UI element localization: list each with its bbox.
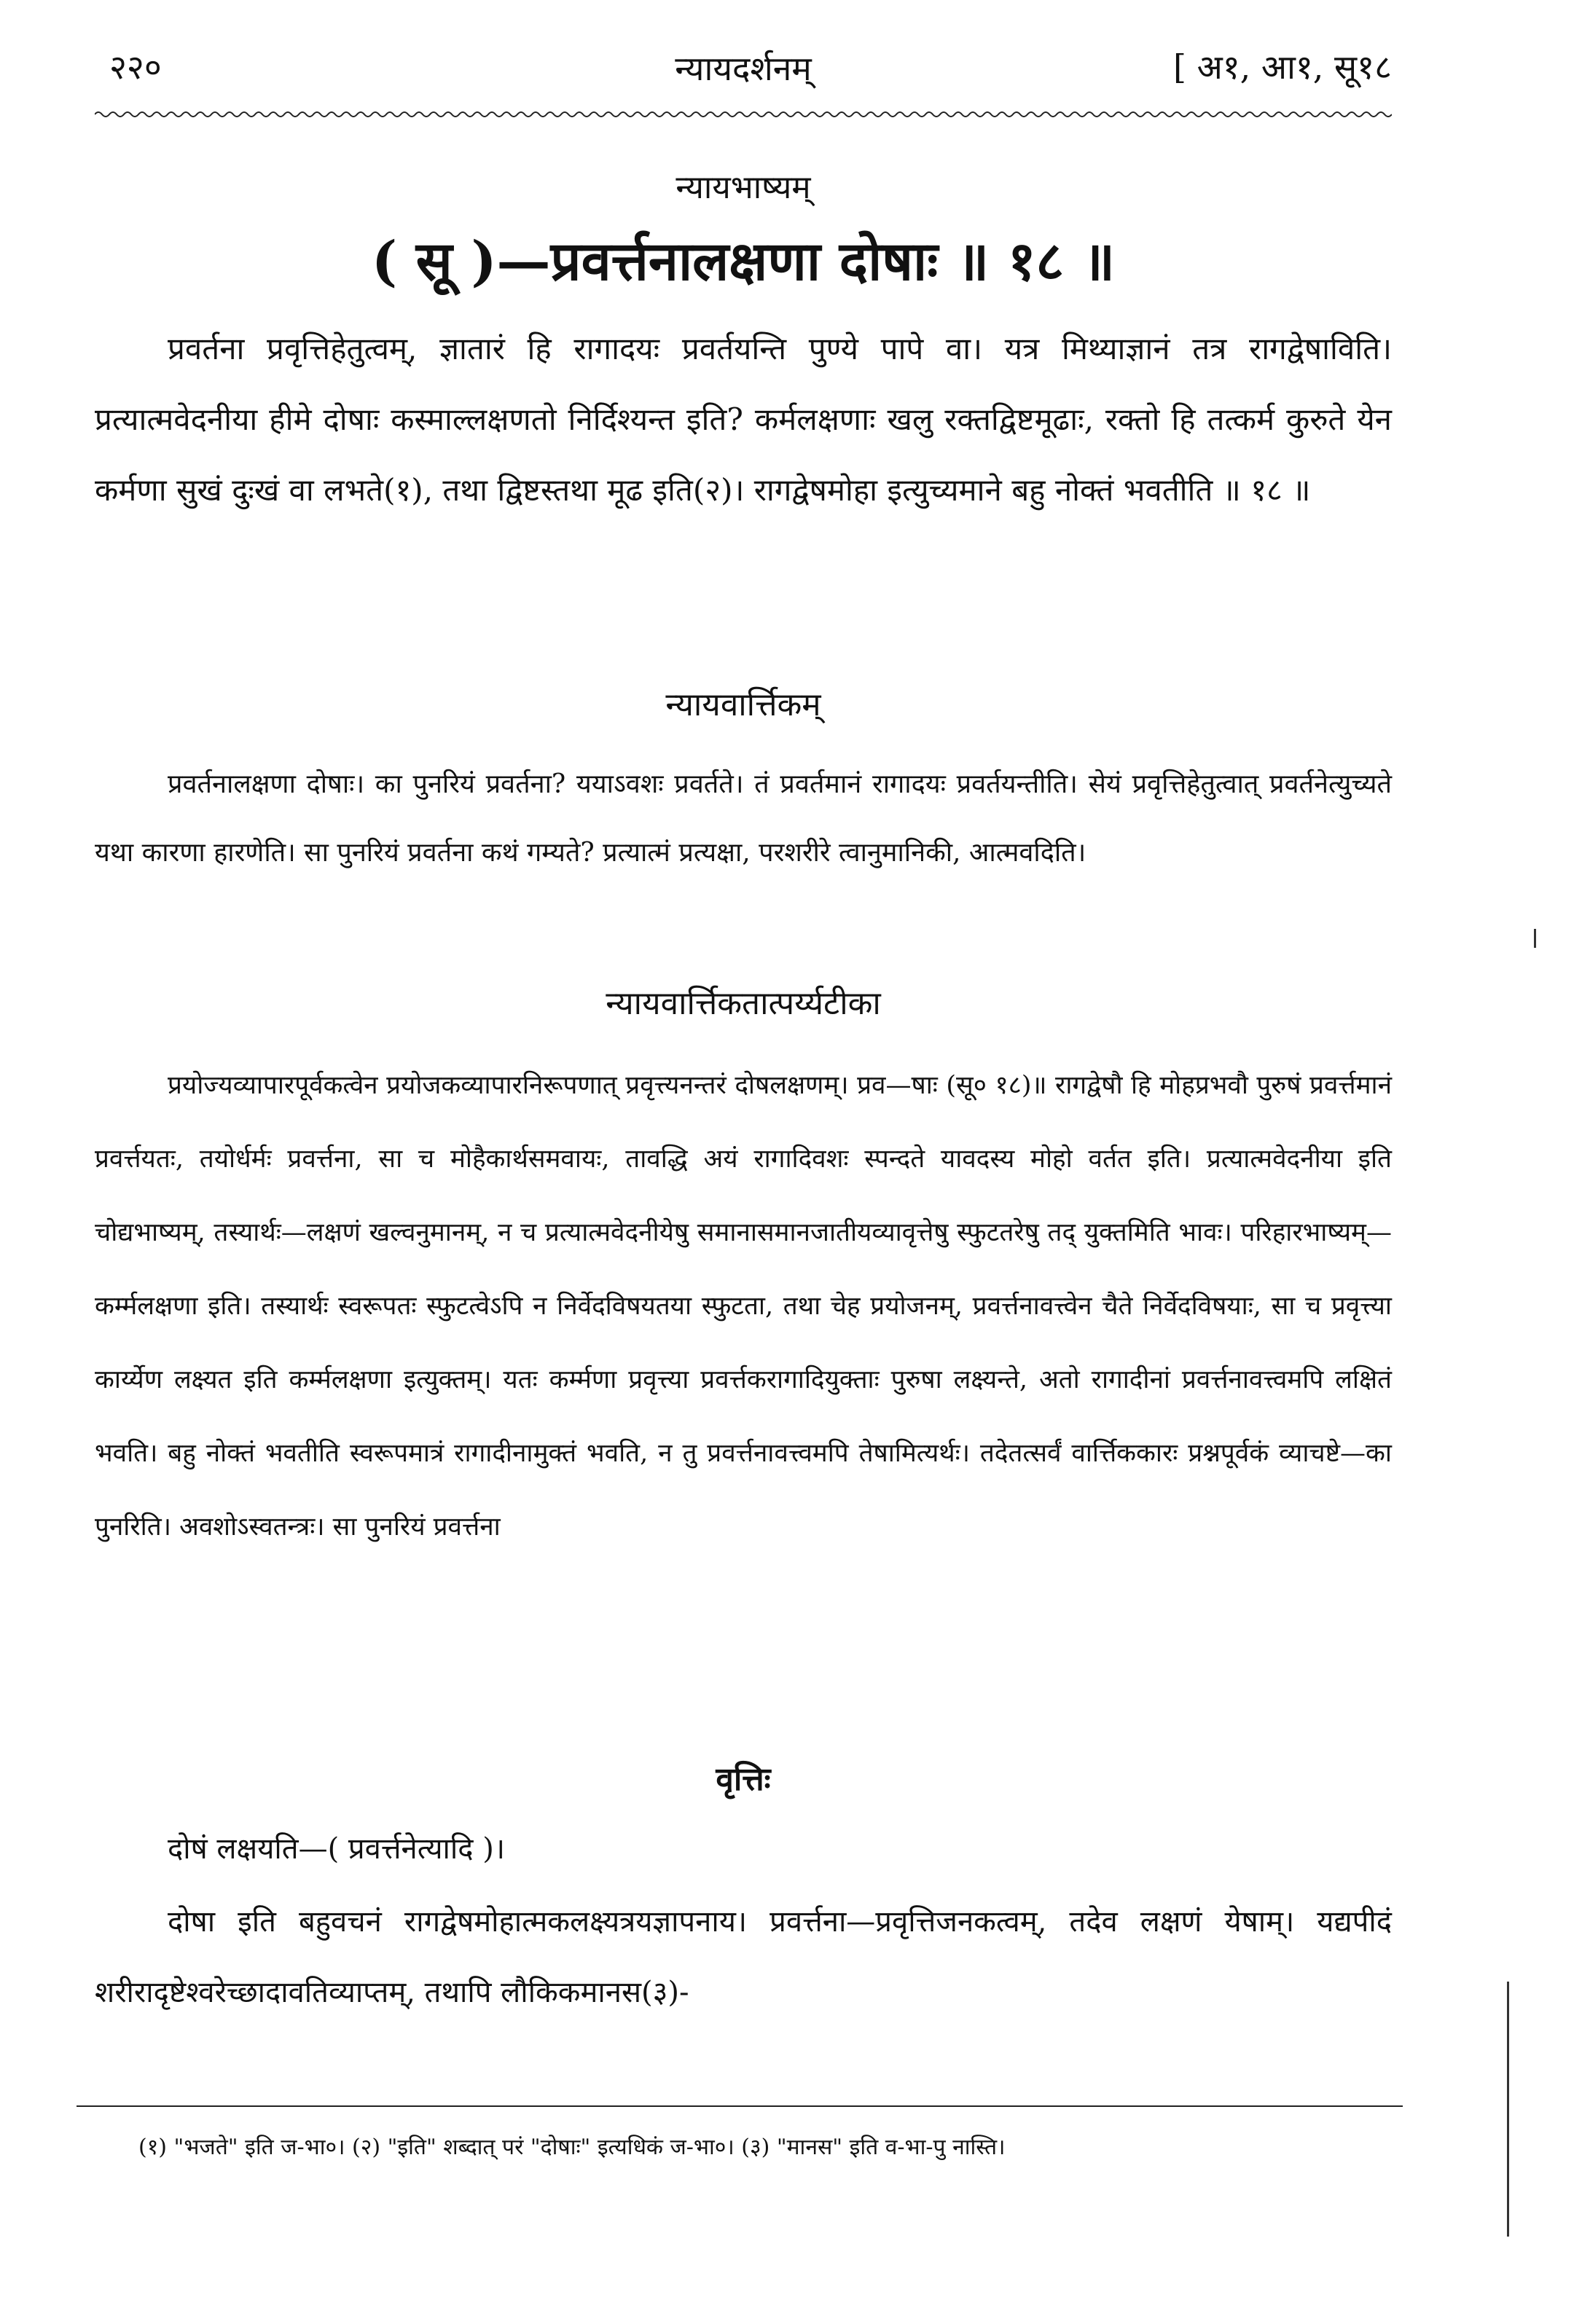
tatparya-heading: न्यायवार्त्तिकतात्पर्य्यटीका: [606, 985, 881, 1022]
chapter-reference: [ अ१, आ१, सू१८: [1173, 47, 1392, 87]
margin-line: [1507, 1982, 1509, 2237]
page-number: २२०: [109, 47, 162, 87]
page-header: [95, 29, 1392, 109]
margin-mark: [1534, 929, 1536, 948]
vrtti-text: दोषा इति बहुवचनं रागद्वेषमोहात्मकलक्ष्यत्रयज्ञापनाय। प्रवर्त्तना—प्रवृत्तिजनकत्वम्, तदेव लक्षणं येषाम्। यद्यपीदं शरीरादृष्टेश्वरेच्छादावतिव्याप्तम्, तथापि लौकिकमानस(३)-: [95, 1905, 1392, 2009]
vrtti-intro-line: दोषं लक्षयति—( प्रवर्त्तनेत्यादि )।: [168, 1832, 505, 1866]
footnotes: (१) "भजते" इति ज-भा०। (२) "इति" शब्दात् परं "दोषाः" इत्यधिकं ज-भा०। (३) "मानस" इति व-भा-पु नास्ति।: [138, 2135, 1006, 2160]
running-title: न्यायदर्शनम्: [675, 49, 812, 88]
varttika-heading: न्यायवार्त्तिकम्: [665, 686, 821, 723]
bhashya-heading: न्यायभाष्यम्: [676, 169, 811, 206]
header-wavy-rule: [95, 109, 1392, 119]
varttika-text: प्रवर्तनालक्षणा दोषाः। का पुनरियं प्रवर्तना? ययाऽवशः प्रवर्तते। तं प्रवर्तमानं रागादयः प्रवर्तयन्तीति। सेयं प्रवृत्तिहेतुत्वात् प्रवर्तनेत्युच्यते यथा कारणा हारणेति। सा पुनरियं प्रवर्तना कथं गम्यते? प्रत्यात्मं प्रत्यक्षा, परशरीरे त्वानुमानिकी, आत्मवदिति।: [95, 769, 1392, 868]
tatparya-text: प्रयोज्यव्यापारपूर्वकत्वेन प्रयोजकव्यापारनिरूपणात् प्रवृत्त्यनन्तरं दोषलक्षणम्। प्रव—षाः (सू० १८)॥ रागद्वेषौ हि मोहप्रभवौ पुरुषं प्रवर्त्तमानं प्रवर्त्तयतः, तयोर्धर्मः प्रवर्त्तना, सा च मोहैकार्थसमवायः, तावद्धि अयं रागादिवशः स्पन्दते यावदस्य मोहो वर्तत इति। प्रत्यात्मवेदनीया इति चोद्यभाष्यम्, तस्यार्थः—लक्षणं खल्वनुमानम्, न च प्रत्यात्मवेदनीयेषु समानासमानजातीयव्यावृत्तेषु स्फुटतरेषु तद् युक्तमिति भावः। परिहारभाष्यम्—कर्म्मलक्षणा इति। तस्यार्थः स्वरूपतः स्फुटत्वेऽपि न निर्वेदविषयतया स्फुटता, तथा चेह प्रयोजनम्, प्रवर्त्तनावत्त्वेन चैते निर्वेदविषयाः, सा च प्रवृत्त्या कार्य्येण लक्ष्यत इति कर्म्मलक्षणा इत्युक्तम्। यतः कर्म्मणा प्रवृत्त्या प्रवर्त्तकरागादियुक्ताः पुरुषा लक्ष्यन्ते, अतो रागादीनां प्रवर्त्तनावत्त्वमपि लक्षितं भवति। बहु नोक्तं भवतीति स्वरूपमात्रं रागादीनामुक्तं भवति, न तु प्रवर्त्तनावत्त्वमपि तेषामित्यर्थः। तदेतत्सर्वं वार्त्तिककारः प्रश्नपूर्वकं व्याचष्टे—का पुनरिति। अवशोऽस्वतन्त्रः। सा पुनरियं प्रवर्त्तना: [95, 1071, 1392, 1542]
sutra-text: ( सू )—प्रवर्त्तनालक्षणा दोषाः ॥ १८ ॥: [371, 230, 1116, 293]
vrtti-heading: वृत्तिः: [716, 1761, 771, 1798]
bhashya-text: प्रवर्तना प्रवृत्तिहेतुत्वम्, ज्ञातारं हि रागादयः प्रवर्तयन्ति पुण्ये पापे वा। यत्र मिथ्याज्ञानं तत्र रागद्वेषाविति। प्रत्यात्मवेदनीया हीमे दोषाः कस्माल्लक्षणतो निर्दिश्यन्त इति? कर्मलक्षणाः खलु रक्तद्विष्टमूढाः, रक्तो हि तत्कर्म कुरुते येन कर्मणा सुखं दुःखं वा लभते(१), तथा द्विष्टस्तथा मूढ इति(२)। रागद्वेषमोहा इत्युच्यमाने बहु नोक्तं भवतीति ॥ १८ ॥: [95, 331, 1392, 508]
footnote-divider: [77, 2105, 1403, 2107]
